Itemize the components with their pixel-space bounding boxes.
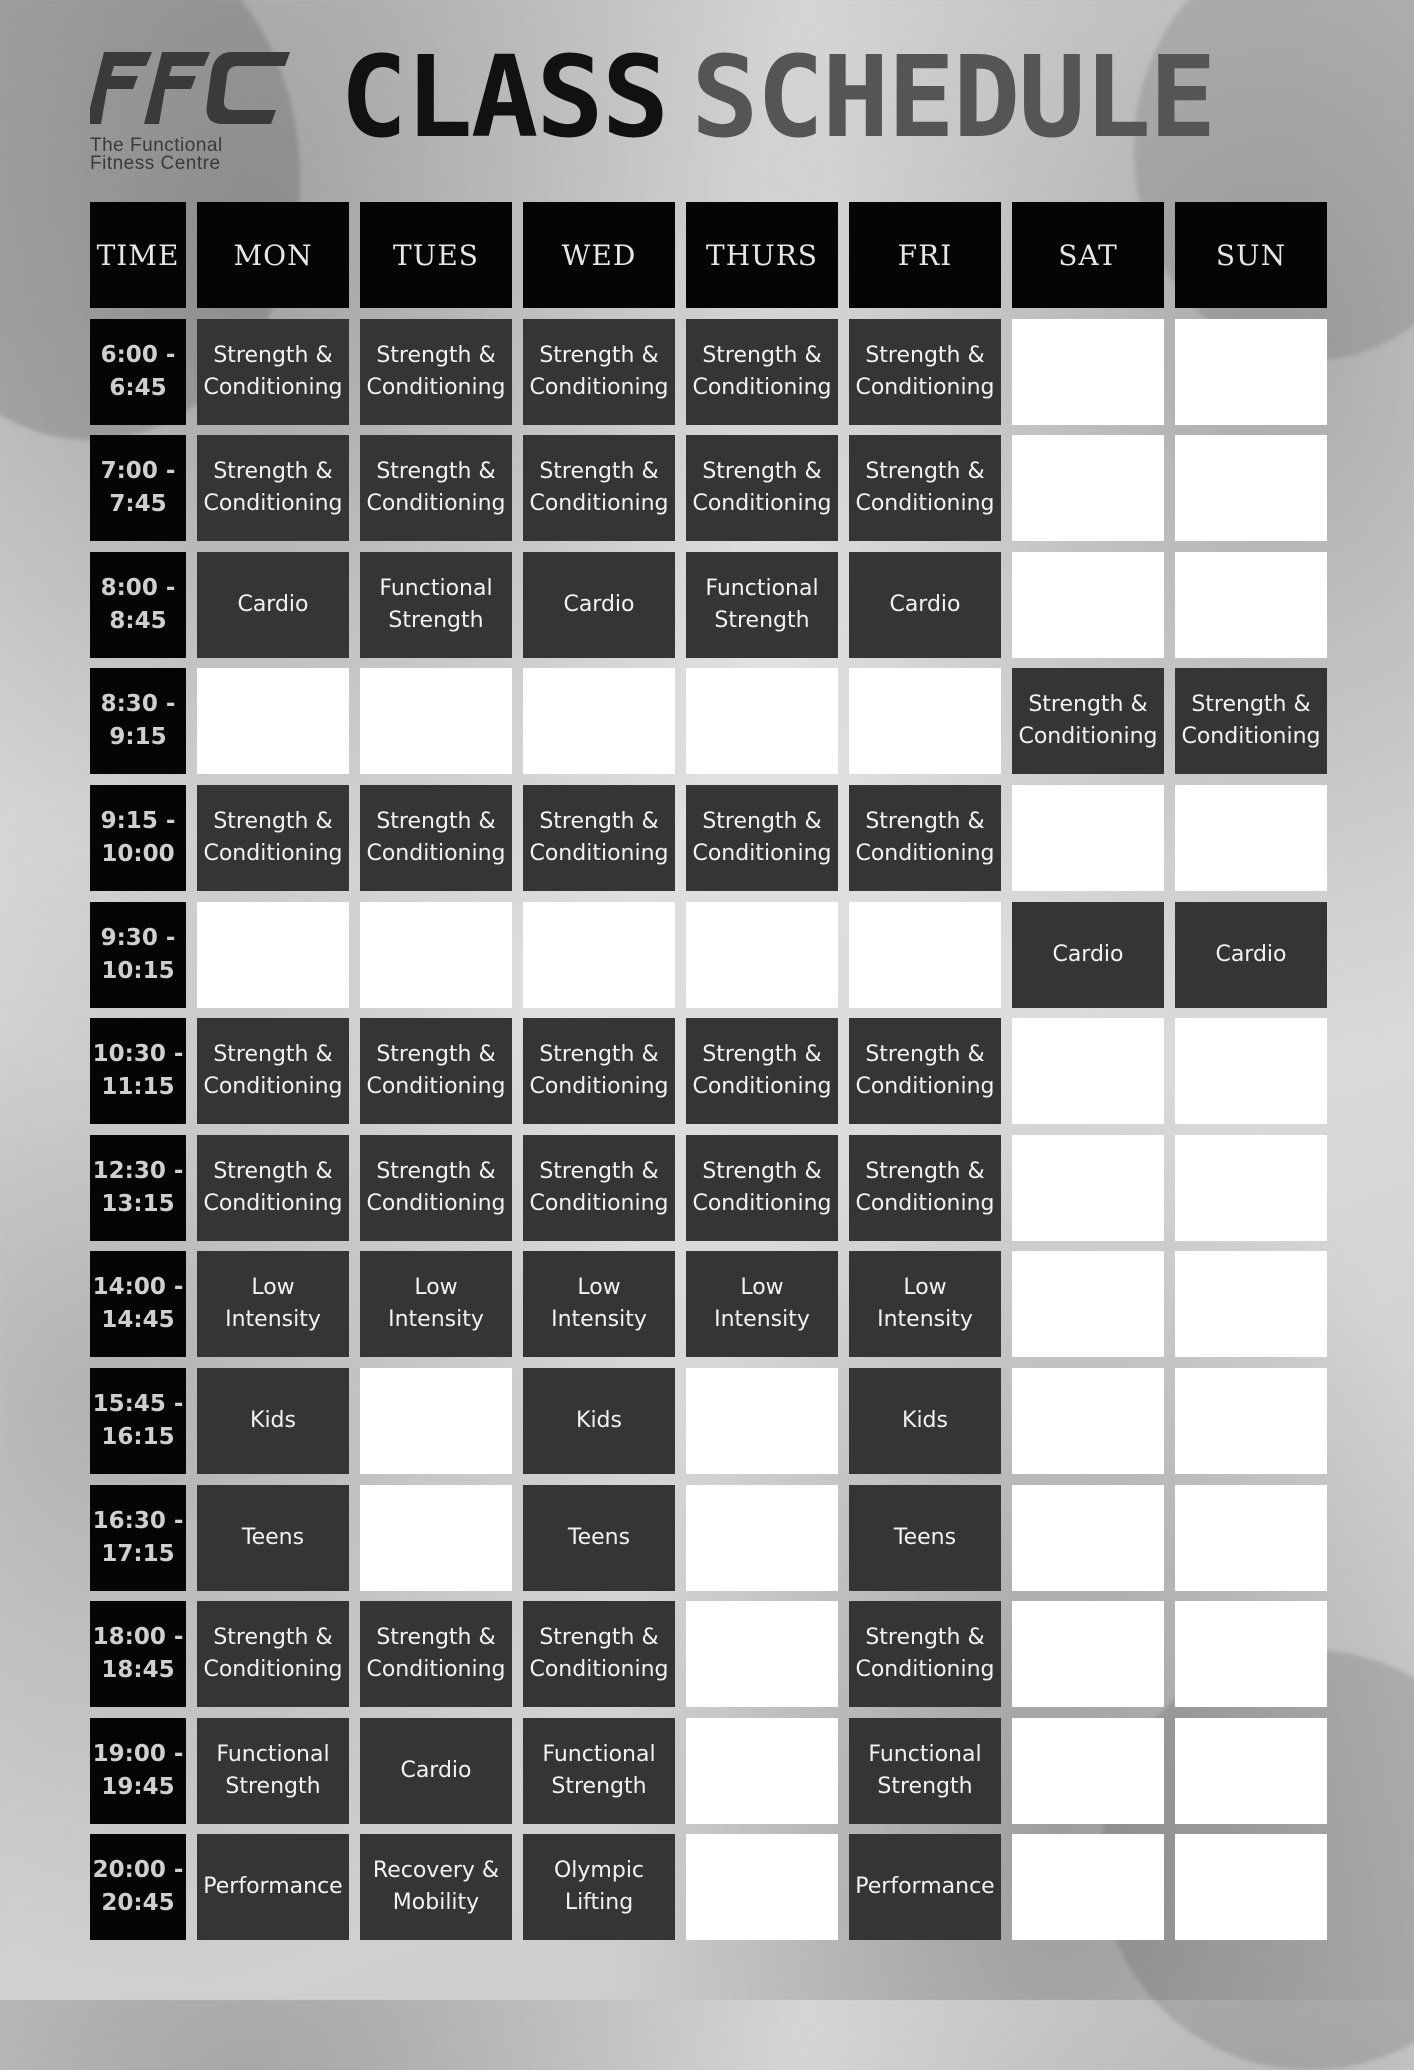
time-slot: 14:00 - 14:45	[90, 1251, 186, 1357]
class-cell: Functional Strength	[849, 1718, 1001, 1824]
empty-slot	[1175, 1485, 1327, 1591]
class-cell: Performance	[197, 1834, 349, 1940]
class-cell: Strength & Conditioning	[523, 1135, 675, 1241]
empty-slot	[1012, 319, 1164, 425]
class-cell: Cardio	[1012, 902, 1164, 1008]
class-cell: Strength & Conditioning	[523, 1601, 675, 1707]
empty-slot	[197, 902, 349, 1008]
class-cell: Recovery & Mobility	[360, 1834, 512, 1940]
page-title	[340, 33, 1215, 163]
class-cell: Strength & Conditioning	[849, 435, 1001, 541]
class-cell: Strength & Conditioning	[197, 1601, 349, 1707]
class-cell: Functional Strength	[197, 1718, 349, 1824]
time-slot: 20:00 - 20:45	[90, 1834, 186, 1940]
class-cell: Strength & Conditioning	[197, 1018, 349, 1124]
class-cell: Kids	[197, 1368, 349, 1474]
empty-slot	[1175, 1018, 1327, 1124]
class-cell: Low Intensity	[523, 1251, 675, 1357]
class-cell: Teens	[197, 1485, 349, 1591]
title-class-word: CLASS	[340, 33, 668, 163]
column-header-day: SUN	[1175, 202, 1327, 308]
empty-slot	[1012, 785, 1164, 891]
empty-slot	[1012, 1718, 1164, 1824]
class-cell: Strength & Conditioning	[686, 785, 838, 891]
class-cell: Strength & Conditioning	[197, 319, 349, 425]
class-cell: Functional Strength	[523, 1718, 675, 1824]
class-cell: Strength & Conditioning	[849, 1601, 1001, 1707]
empty-slot	[1012, 1018, 1164, 1124]
class-cell: Strength & Conditioning	[523, 435, 675, 541]
time-slot: 9:15 - 10:00	[90, 785, 186, 891]
class-cell: Functional Strength	[686, 552, 838, 658]
class-cell: Functional Strength	[360, 552, 512, 658]
time-slot: 18:00 - 18:45	[90, 1601, 186, 1707]
class-cell: Low Intensity	[197, 1251, 349, 1357]
empty-slot	[1175, 319, 1327, 425]
logo-tagline-line2: Fitness Centre	[90, 153, 221, 174]
time-slot: 10:30 - 11:15	[90, 1018, 186, 1124]
empty-slot	[523, 902, 675, 1008]
empty-slot	[686, 1368, 838, 1474]
empty-slot	[1012, 552, 1164, 658]
empty-slot	[1175, 435, 1327, 541]
ffc-logo	[90, 52, 290, 172]
time-slot: 16:30 - 17:15	[90, 1485, 186, 1591]
class-cell: Strength & Conditioning	[360, 1601, 512, 1707]
empty-slot	[1175, 1834, 1327, 1940]
class-cell: Strength & Conditioning	[686, 435, 838, 541]
column-header-day: MON	[197, 202, 349, 308]
empty-slot	[686, 1718, 838, 1824]
empty-slot	[1175, 1251, 1327, 1357]
time-slot: 6:00 - 6:45	[90, 319, 186, 425]
class-cell: Strength & Conditioning	[523, 785, 675, 891]
empty-slot	[1012, 1368, 1164, 1474]
empty-slot	[360, 668, 512, 774]
ffc-logo-mark	[90, 52, 290, 126]
class-cell: Low Intensity	[686, 1251, 838, 1357]
column-header-day: WED	[523, 202, 675, 308]
time-slot: 12:30 - 13:15	[90, 1135, 186, 1241]
class-cell: Strength & Conditioning	[523, 1018, 675, 1124]
class-cell: Strength & Conditioning	[849, 1135, 1001, 1241]
class-cell: Strength & Conditioning	[849, 1018, 1001, 1124]
empty-slot	[686, 902, 838, 1008]
logo-tagline-line1: The Functional	[90, 135, 223, 156]
time-slot: 9:30 - 10:15	[90, 902, 186, 1008]
class-cell: Low Intensity	[849, 1251, 1001, 1357]
class-cell: Low Intensity	[360, 1251, 512, 1357]
empty-slot	[849, 668, 1001, 774]
class-cell: Teens	[523, 1485, 675, 1591]
class-cell: Strength & Conditioning	[523, 319, 675, 425]
column-header-time: TIME	[90, 202, 186, 308]
class-cell: Cardio	[523, 552, 675, 658]
empty-slot	[1012, 1834, 1164, 1940]
class-cell: Strength & Conditioning	[197, 785, 349, 891]
empty-slot	[1012, 1135, 1164, 1241]
class-cell: Cardio	[849, 552, 1001, 658]
empty-slot	[849, 902, 1001, 1008]
class-cell: Teens	[849, 1485, 1001, 1591]
column-header-day: TUES	[360, 202, 512, 308]
time-slot: 8:00 - 8:45	[90, 552, 186, 658]
empty-slot	[1175, 1368, 1327, 1474]
empty-slot	[1012, 1251, 1164, 1357]
class-cell: Cardio	[1175, 902, 1327, 1008]
empty-slot	[686, 668, 838, 774]
empty-slot	[686, 1601, 838, 1707]
class-cell: Strength & Conditioning	[1012, 668, 1164, 774]
class-cell: Strength & Conditioning	[360, 319, 512, 425]
class-cell: Strength & Conditioning	[360, 1018, 512, 1124]
empty-slot	[1175, 1135, 1327, 1241]
empty-slot	[686, 1485, 838, 1591]
class-cell: Strength & Conditioning	[197, 435, 349, 541]
column-header-day: FRI	[849, 202, 1001, 308]
empty-slot	[523, 668, 675, 774]
class-cell: Strength & Conditioning	[686, 1135, 838, 1241]
empty-slot	[1175, 785, 1327, 891]
class-cell: Kids	[523, 1368, 675, 1474]
class-cell: Olympic Lifting	[523, 1834, 675, 1940]
empty-slot	[1012, 1601, 1164, 1707]
empty-slot	[360, 1485, 512, 1591]
class-cell: Strength & Conditioning	[686, 319, 838, 425]
time-slot: 7:00 - 7:45	[90, 435, 186, 541]
time-slot: 19:00 - 19:45	[90, 1718, 186, 1824]
empty-slot	[360, 902, 512, 1008]
empty-slot	[1175, 1601, 1327, 1707]
empty-slot	[1012, 435, 1164, 541]
column-header-day: THURS	[686, 202, 838, 308]
time-slot: 15:45 - 16:15	[90, 1368, 186, 1474]
empty-slot	[1012, 1485, 1164, 1591]
empty-slot	[686, 1834, 838, 1940]
class-cell: Strength & Conditioning	[849, 319, 1001, 425]
class-cell: Performance	[849, 1834, 1001, 1940]
column-header-day: SAT	[1012, 202, 1164, 308]
empty-slot	[1175, 552, 1327, 658]
class-cell: Kids	[849, 1368, 1001, 1474]
class-cell: Strength & Conditioning	[360, 435, 512, 541]
class-cell: Strength & Conditioning	[360, 1135, 512, 1241]
class-cell: Strength & Conditioning	[360, 785, 512, 891]
schedule-grid	[90, 202, 1327, 1940]
empty-slot	[1175, 1718, 1327, 1824]
class-cell: Cardio	[360, 1718, 512, 1824]
class-cell: Strength & Conditioning	[686, 1018, 838, 1124]
class-cell: Strength & Conditioning	[197, 1135, 349, 1241]
empty-slot	[197, 668, 349, 774]
time-slot: 8:30 - 9:15	[90, 668, 186, 774]
title-schedule-word: SCHEDULE	[691, 33, 1215, 163]
empty-slot	[360, 1368, 512, 1474]
class-cell: Strength & Conditioning	[1175, 668, 1327, 774]
class-cell: Cardio	[197, 552, 349, 658]
class-cell: Strength & Conditioning	[849, 785, 1001, 891]
